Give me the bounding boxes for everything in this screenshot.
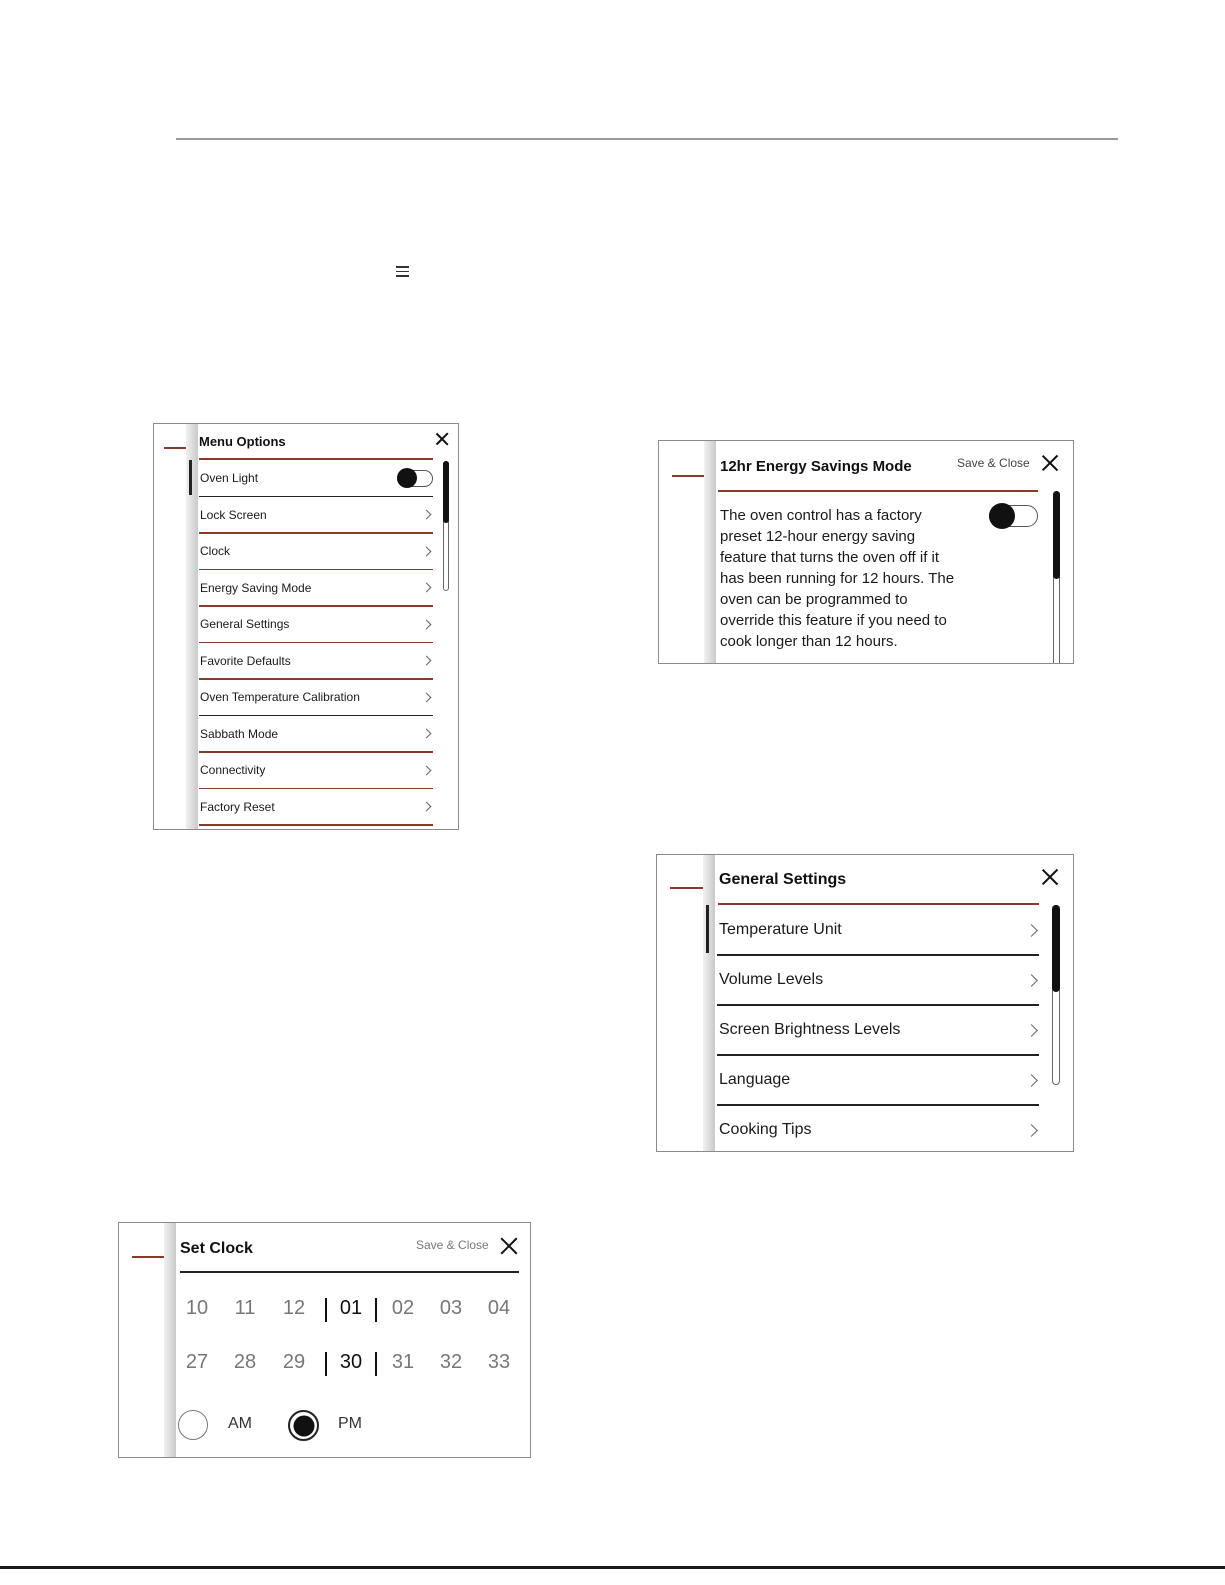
- settings-item-label: Temperature Unit: [719, 921, 842, 938]
- toggle-knob: [989, 503, 1015, 529]
- menu-options-panel: [153, 423, 459, 830]
- set-clock-panel: [118, 1222, 531, 1458]
- minute-option[interactable]: 27: [185, 1351, 209, 1373]
- scrollbar-thumb[interactable]: [443, 461, 449, 523]
- menu-item-label: Lock Screen: [200, 507, 267, 522]
- screen-edge: [186, 424, 198, 829]
- close-icon[interactable]: [436, 433, 448, 445]
- save-close-button[interactable]: Save & Close: [957, 456, 1030, 470]
- panel-title: General Settings: [719, 871, 847, 888]
- menu-item-label: Favorite Defaults: [200, 653, 291, 668]
- chevron-right-icon: [422, 546, 432, 556]
- menu-item-label: Sabbath Mode: [200, 726, 279, 741]
- pm-radio[interactable]: [288, 1410, 319, 1441]
- screen-edge: [703, 855, 715, 1151]
- description-line: The oven control has a factory: [720, 507, 922, 524]
- panel-title: 12hr Energy Savings Mode: [720, 458, 912, 475]
- pm-label: PM: [338, 1415, 362, 1432]
- selection-indicator: [706, 905, 709, 953]
- minute-option[interactable]: 32: [439, 1351, 463, 1373]
- chevron-right-icon: [422, 765, 432, 775]
- description-text: [720, 505, 954, 652]
- chevron-right-icon: [1025, 924, 1038, 937]
- minute-selection-left-bar: [325, 1352, 327, 1376]
- menu-item-label: Energy Saving Mode: [200, 580, 312, 595]
- chevron-right-icon: [422, 692, 432, 702]
- hour-option[interactable]: 12: [282, 1297, 306, 1319]
- scrollbar[interactable]: [1053, 491, 1060, 664]
- energy-mode-toggle[interactable]: [989, 505, 1038, 527]
- menu-item-label: Connectivity: [200, 763, 266, 778]
- hour-option[interactable]: 01: [339, 1297, 363, 1319]
- close-icon[interactable]: [1042, 455, 1058, 471]
- panel-title: Set Clock: [180, 1240, 253, 1257]
- chevron-right-icon: [1025, 1124, 1038, 1137]
- menu-item[interactable]: [199, 643, 433, 680]
- close-icon[interactable]: [1042, 869, 1058, 885]
- menu-item[interactable]: [199, 789, 433, 826]
- minute-option[interactable]: 28: [233, 1351, 257, 1373]
- description-line: preset 12-hour energy saving: [720, 528, 916, 545]
- settings-item-label: Language: [719, 1071, 791, 1088]
- screen-edge: [164, 1223, 176, 1457]
- settings-item-label: Screen Brightness Levels: [719, 1021, 901, 1038]
- minute-option[interactable]: 31: [391, 1351, 415, 1373]
- settings-item[interactable]: [719, 905, 1039, 955]
- chevron-right-icon: [422, 729, 432, 739]
- settings-item[interactable]: [719, 1005, 1039, 1055]
- chevron-right-icon: [422, 656, 432, 666]
- description-line: has been running for 12 hours. The: [720, 570, 955, 587]
- menu-item[interactable]: [199, 679, 433, 716]
- save-close-button[interactable]: Save & Close: [416, 1238, 489, 1252]
- scrollbar-thumb[interactable]: [1052, 905, 1060, 992]
- close-icon[interactable]: [500, 1237, 517, 1254]
- menu-item[interactable]: [199, 752, 433, 789]
- description-line: override this feature if you need to: [720, 612, 947, 629]
- scrollbar-thumb[interactable]: [1053, 491, 1060, 579]
- page-bottom-rule: [0, 1566, 1225, 1569]
- row-divider: [199, 824, 433, 826]
- chevron-right-icon: [1025, 1074, 1038, 1087]
- description-line: feature that turns the oven off if it: [720, 549, 940, 566]
- minute-option[interactable]: 30: [339, 1351, 363, 1373]
- am-radio[interactable]: [178, 1410, 208, 1440]
- selection-indicator: [189, 460, 192, 495]
- minute-selection-right-bar: [375, 1352, 377, 1376]
- chevron-right-icon: [1025, 974, 1038, 987]
- menu-item[interactable]: [199, 460, 433, 497]
- hour-option[interactable]: 04: [487, 1297, 511, 1319]
- screen-edge: [704, 441, 716, 663]
- menu-item-label: Oven Light: [200, 471, 259, 486]
- hour-selection-right-bar: [375, 1298, 377, 1322]
- menu-item[interactable]: [199, 570, 433, 607]
- settings-item-label: Volume Levels: [719, 971, 824, 988]
- chevron-right-icon: [1025, 1024, 1038, 1037]
- settings-item[interactable]: [719, 1055, 1039, 1105]
- menu-item-label: General Settings: [200, 617, 290, 632]
- menu-item[interactable]: [199, 497, 433, 534]
- toggle-knob: [397, 468, 417, 488]
- menu-item[interactable]: [199, 716, 433, 753]
- menu-icon: [396, 266, 409, 277]
- settings-item-label: Cooking Tips: [719, 1121, 812, 1138]
- page-top-rule: [176, 138, 1118, 140]
- callout-line: [132, 1256, 168, 1258]
- minute-option[interactable]: 33: [487, 1351, 511, 1373]
- hour-selection-left-bar: [325, 1298, 327, 1322]
- callout-line: [670, 887, 706, 889]
- oven-light-toggle[interactable]: [397, 470, 433, 487]
- settings-item[interactable]: [719, 1105, 1039, 1152]
- chevron-right-icon: [422, 802, 432, 812]
- menu-item-label: Oven Temperature Calibration: [200, 690, 360, 705]
- description-line: cook longer than 12 hours.: [720, 633, 898, 650]
- settings-item[interactable]: [719, 955, 1039, 1005]
- chevron-right-icon: [422, 510, 432, 520]
- energy-mode-panel: [658, 440, 1074, 664]
- menu-item[interactable]: [199, 606, 433, 643]
- title-divider: [180, 1271, 519, 1273]
- panel-title: Menu Options: [199, 434, 286, 449]
- hour-option[interactable]: 02: [391, 1297, 415, 1319]
- scrollbar[interactable]: [443, 461, 449, 591]
- hour-option[interactable]: 03: [439, 1297, 463, 1319]
- minute-option[interactable]: 29: [282, 1351, 306, 1373]
- hour-option[interactable]: 11: [234, 1297, 256, 1319]
- menu-item[interactable]: [199, 533, 433, 570]
- am-label: AM: [228, 1415, 252, 1432]
- general-settings-panel: [656, 854, 1074, 1152]
- scrollbar[interactable]: [1052, 905, 1060, 1085]
- title-divider: [718, 490, 1038, 492]
- callout-line: [672, 475, 706, 477]
- chevron-right-icon: [422, 583, 432, 593]
- description-line: oven can be programmed to: [720, 591, 908, 608]
- radio-selected-dot: [293, 1415, 314, 1436]
- chevron-right-icon: [422, 619, 432, 629]
- menu-item-label: Factory Reset: [200, 799, 275, 814]
- hour-option[interactable]: 10: [185, 1297, 209, 1319]
- menu-item-label: Clock: [200, 544, 231, 559]
